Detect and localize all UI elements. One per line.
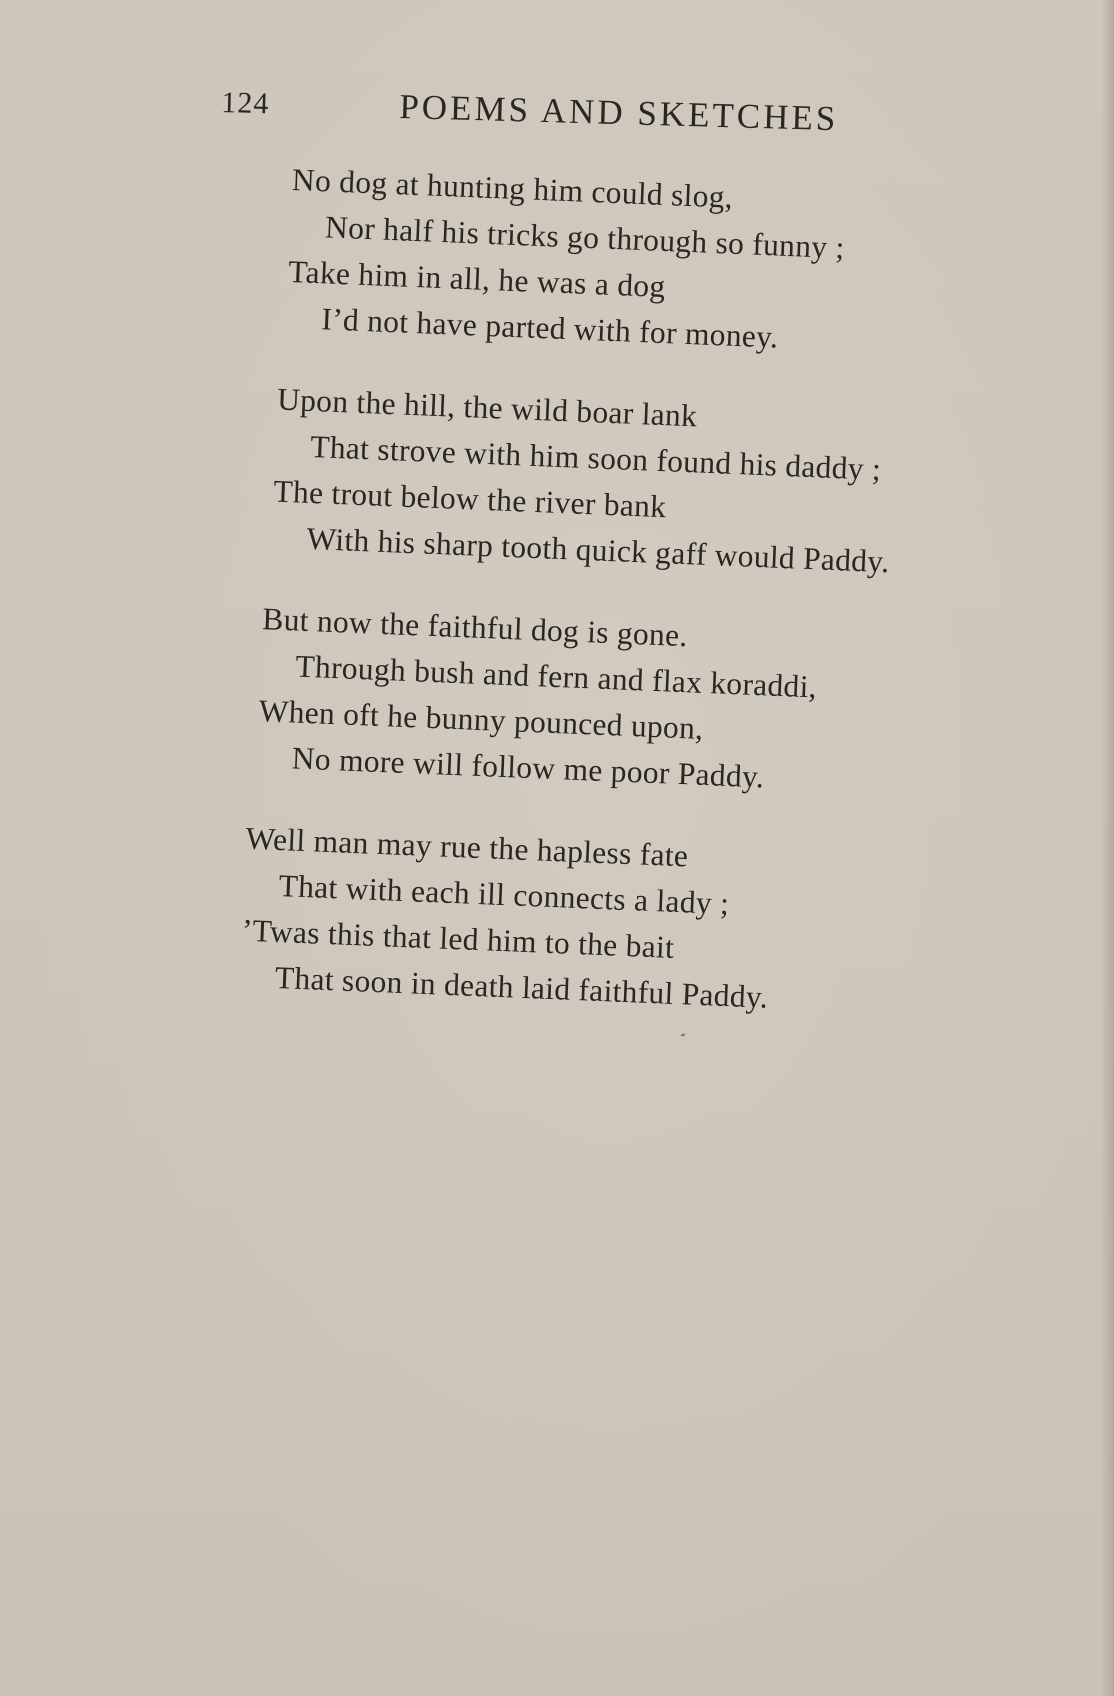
- running-header: [220, 82, 921, 162]
- poem-line: Nor half his tricks go through so funny ;: [324, 209, 846, 266]
- stanza: [239, 816, 1026, 1031]
- running-title: POEMS AND SKETCHES: [398, 86, 839, 139]
- poem-line: That strove with him soon found his daddy ;: [309, 428, 882, 487]
- stanza: [286, 157, 1053, 371]
- poem-line: The trout below the river bank: [272, 473, 667, 525]
- poem-line: Well man may rue the hapless fate: [244, 820, 689, 874]
- poem: [241, 157, 1053, 1067]
- poem-line: No dog at hunting him could slog,: [291, 161, 734, 215]
- poem-line: ’Twas this that led him to the bait: [241, 912, 675, 965]
- page-edge-shadow: [1100, 0, 1114, 1696]
- stanza: [256, 596, 1035, 811]
- poem-line: Through bush and fern and flax koraddi,: [294, 648, 818, 705]
- poem-line: When oft he bunny pounced upon,: [258, 693, 705, 746]
- poem-line: Take him in all, he was a dog: [287, 253, 667, 305]
- poem-line: That with each ill connects a lady ;: [278, 868, 730, 922]
- poem-line: But now the faithful dog is gone.: [261, 601, 689, 654]
- poem-line: Upon the hill, the wild boar lank: [276, 381, 698, 434]
- poem-line: With his sharp tooth quick gaff would Paddy.: [306, 520, 891, 580]
- stanza: [271, 377, 1044, 592]
- poem-line: That soon in death laid faithful Paddy.: [274, 959, 769, 1015]
- poem-line: No more will follow me poor Paddy.: [291, 740, 765, 795]
- poem-line: I’d not have parted with for money.: [320, 301, 780, 355]
- page-number: 124: [220, 85, 270, 121]
